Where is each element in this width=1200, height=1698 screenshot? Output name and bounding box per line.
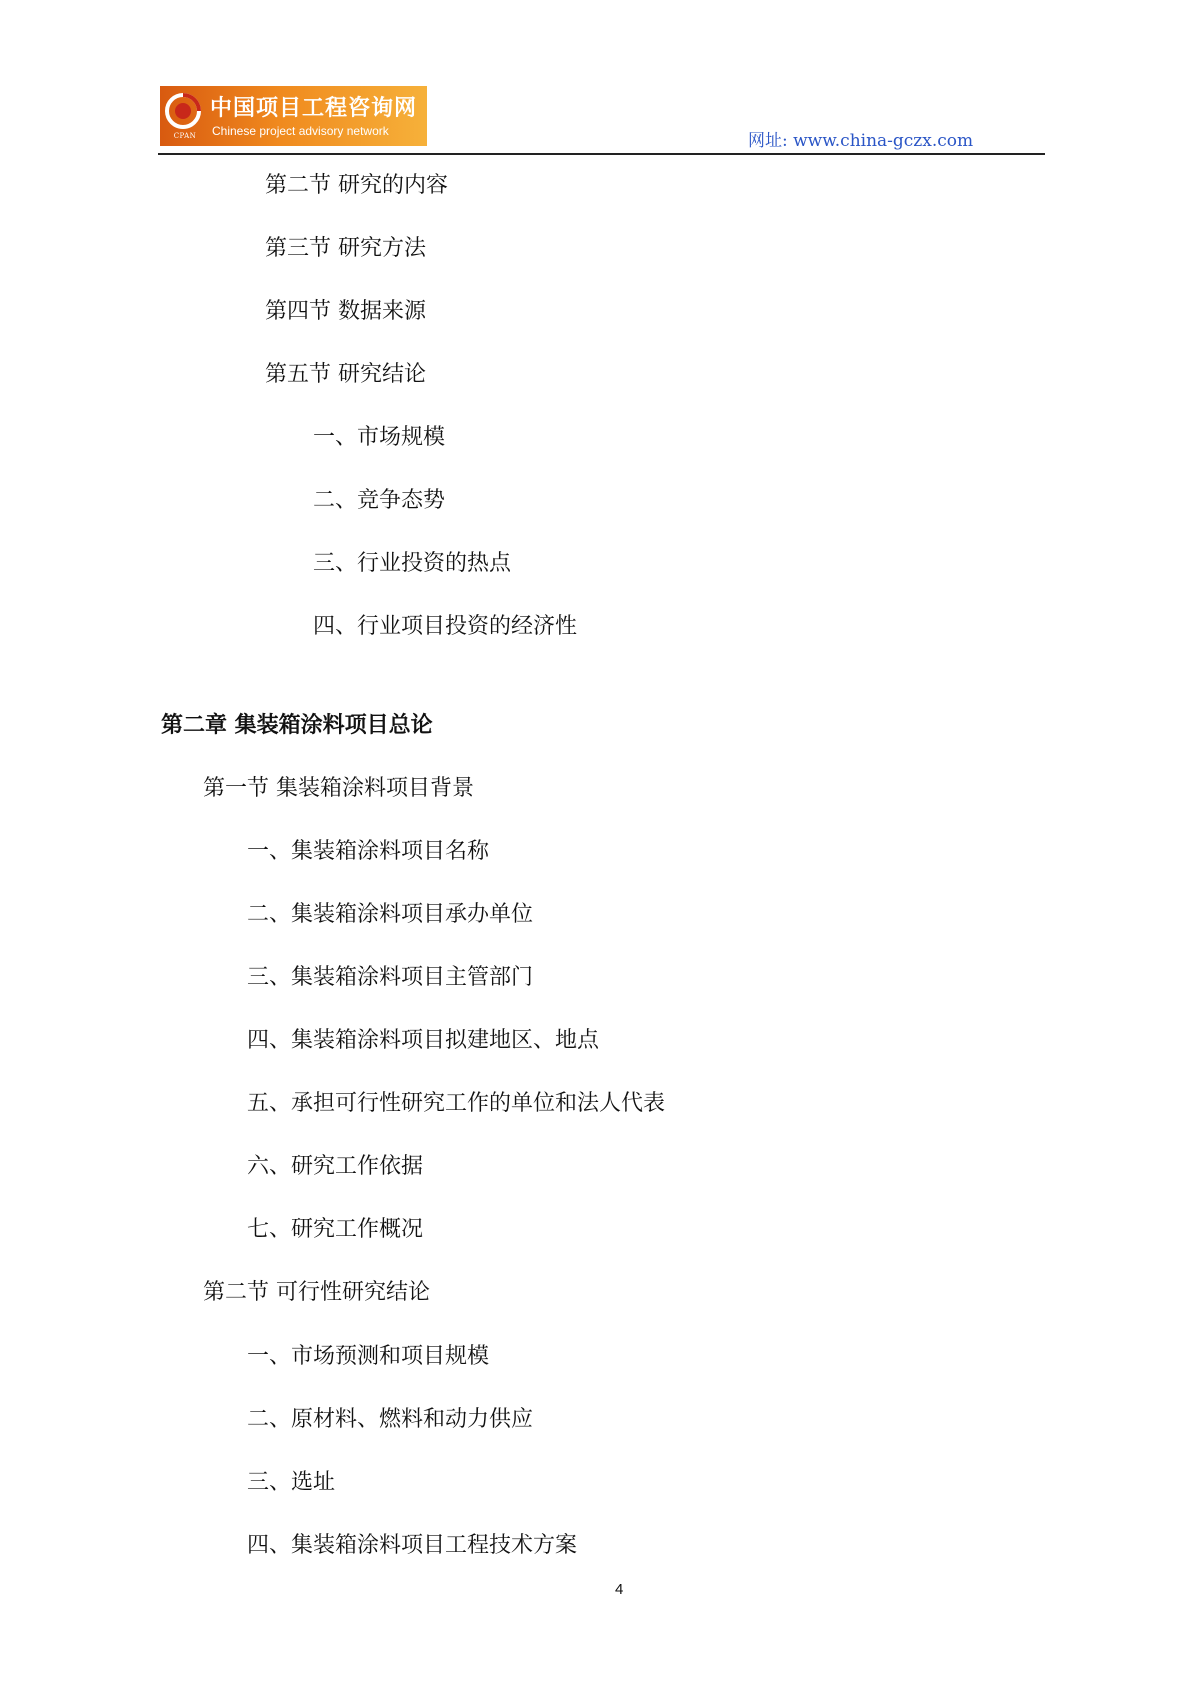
toc-item-entry[interactable]: 四、集装箱涂料项目工程技术方案 — [247, 1533, 578, 1558]
toc-item-entry[interactable]: 四、行业项目投资的经济性 — [313, 614, 578, 639]
page-number: 4 — [615, 1581, 624, 1598]
toc-item-entry[interactable]: 一、集装箱涂料项目名称 — [247, 839, 490, 864]
toc-section-entry[interactable]: 第五节 研究结论 — [265, 362, 426, 387]
cpan-logo-icon — [164, 92, 202, 130]
toc-item-entry[interactable]: 三、行业投资的热点 — [313, 551, 512, 576]
toc-item-entry[interactable]: 二、集装箱涂料项目承办单位 — [247, 902, 534, 927]
toc-section-entry[interactable]: 第四节 数据来源 — [265, 299, 426, 324]
logo-english-name: Chinese project advisory network — [212, 124, 389, 138]
toc-section-entry[interactable]: 第二节 研究的内容 — [265, 173, 448, 198]
toc-item-entry[interactable]: 三、集装箱涂料项目主管部门 — [247, 965, 534, 990]
toc-item-entry[interactable]: 二、原材料、燃料和动力供应 — [247, 1407, 534, 1432]
toc-item-entry[interactable]: 一、市场预测和项目规模 — [247, 1344, 490, 1369]
toc-item-entry[interactable]: 三、选址 — [247, 1470, 336, 1495]
toc-section-entry[interactable]: 第一节 集装箱涂料项目背景 — [203, 776, 474, 801]
logo-abbreviation: CPAN — [173, 132, 197, 140]
toc-item-entry[interactable]: 四、集装箱涂料项目拟建地区、地点 — [247, 1028, 600, 1053]
toc-chapter-heading[interactable]: 第二章 集装箱涂料项目总论 — [161, 713, 433, 738]
toc-item-entry[interactable]: 二、竞争态势 — [313, 488, 446, 513]
toc-section-entry[interactable]: 第二节 可行性研究结论 — [203, 1280, 430, 1305]
toc-item-entry[interactable]: 七、研究工作概况 — [247, 1217, 424, 1242]
site-logo[interactable] — [160, 86, 427, 146]
header-divider — [158, 153, 1045, 155]
toc-item-entry[interactable]: 五、承担可行性研究工作的单位和法人代表 — [247, 1091, 666, 1116]
website-url[interactable]: 网址: www.china-gczx.com — [748, 131, 974, 151]
logo-chinese-name: 中国项目工程咨询网 — [210, 95, 418, 121]
toc-item-entry[interactable]: 六、研究工作依据 — [247, 1154, 424, 1179]
toc-item-entry[interactable]: 一、市场规模 — [313, 425, 446, 450]
toc-section-entry[interactable]: 第三节 研究方法 — [265, 236, 426, 261]
